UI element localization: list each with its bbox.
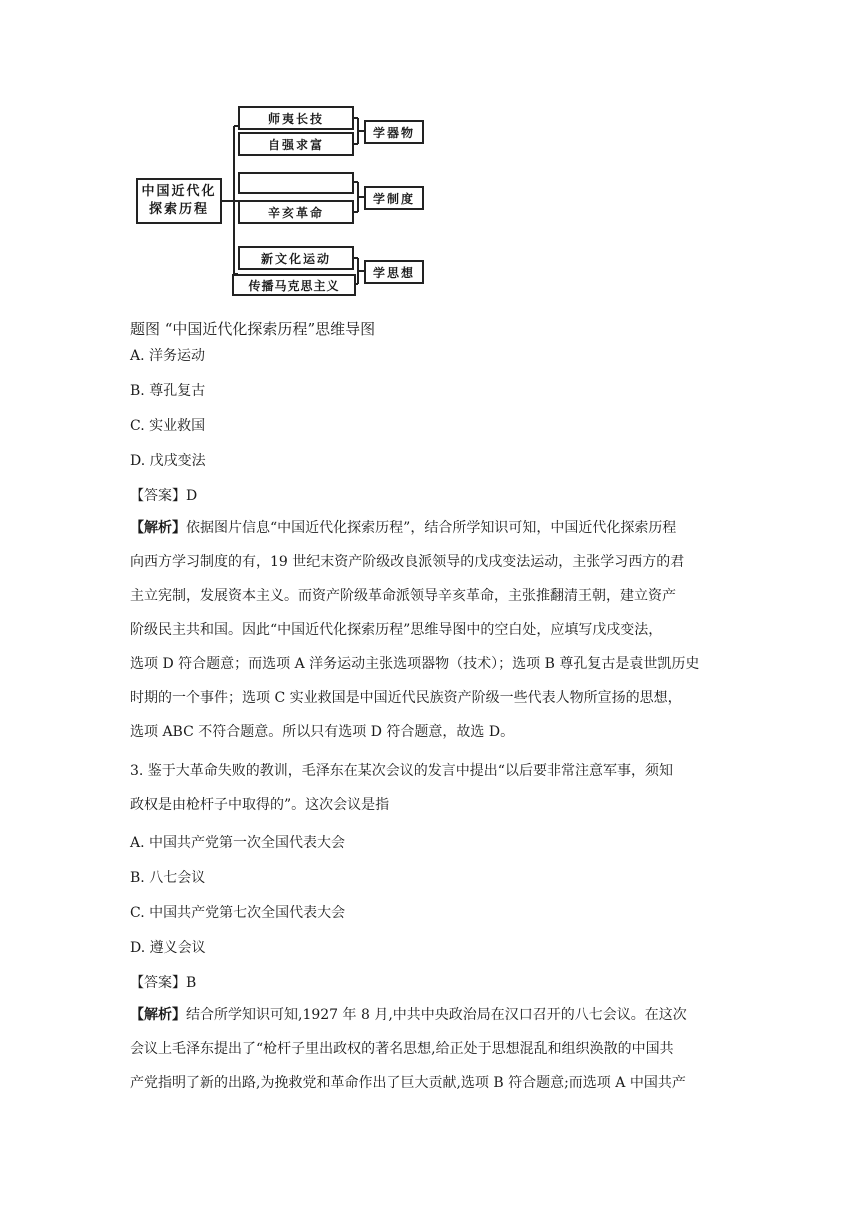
mind-map-group-zhidu: 学制度 <box>364 186 424 210</box>
q2-analysis-line: 向西方学习制度的有，19 世纪末资产阶级改良派领导的戊戌变法运动，主张学习西方的君 <box>130 554 685 570</box>
mind-map-node-makesi: 传播马克思主义 <box>232 274 356 296</box>
mind-map-node-ziqiang: 自强求富 <box>238 132 354 156</box>
q3-stem-line: 3. 鉴于大革命失败的教训，毛泽东在某次会议的发言中提出“以后要非常注意军事，须知 <box>130 763 673 779</box>
mind-map-root-line2: 探索历程 <box>148 202 209 217</box>
mind-map-node-xinwenhua: 新文化运动 <box>238 246 354 270</box>
q3-option-c: C. 中国共产党第七次全国代表大会 <box>130 905 346 921</box>
q3-analysis-line: 结合所学知识可知,1927 年 8 月,中共中央政治局在汉口召开的八七会议。在这次 <box>186 1007 687 1023</box>
q3-option-d: D. 遵义会议 <box>130 940 206 956</box>
mind-map-group-sixiang: 学思想 <box>364 260 424 284</box>
mind-map-node-blank <box>238 172 354 194</box>
mind-map-root <box>136 178 222 224</box>
mind-map-node-xinhai: 辛亥革命 <box>238 200 354 224</box>
q3-answer: 【答案】B <box>130 975 197 991</box>
q2-option-c: C. 实业救国 <box>130 418 206 434</box>
q2-answer: 【答案】D <box>130 488 198 504</box>
q3-analysis <box>130 998 740 1100</box>
figure-caption: 题图 “中国近代化探索历程”思维导图 <box>130 320 376 338</box>
mind-map-diagram <box>130 96 450 306</box>
q3-analysis-label: 【解析】 <box>130 1007 186 1023</box>
q2-analysis-line: 选项 D 符合题意；而选项 A 洋务运动主张选项器物（技术）；选项 B 尊孔复古是袁世凯历史 <box>130 656 700 672</box>
q3-stem-line: 政权是由枪杆子中取得的”。这次会议是指 <box>130 797 390 813</box>
q3-option-a: A. 中国共产党第一次全国代表大会 <box>130 835 346 851</box>
q2-analysis-line: 依据图片信息“中国近代化探索历程”，结合所学知识可知，中国近代化探索历程 <box>186 520 677 536</box>
q2-analysis-line: 阶级民主共和国。因此“中国近代化探索历程”思维导图中的空白处，应填写戊戌变法， <box>130 622 663 638</box>
mind-map-group-qiwu: 学器物 <box>364 120 424 144</box>
q3-analysis-line: 产党指明了新的出路,为挽救党和革命作出了巨大贡献,选项 B 符合题意;而选项 A 中国共产 <box>130 1075 686 1091</box>
q2-analysis <box>130 511 740 749</box>
q2-analysis-line: 主立宪制，发展资本主义。而资产阶级革命派领导辛亥革命，主张推翻清王朝，建立资产 <box>130 588 676 604</box>
q2-analysis-line: 时期的一个事件；选项 C 实业救国是中国近代民族资产阶级一些代表人物所宣扬的思想， <box>130 690 682 706</box>
q2-option-a: A. 洋务运动 <box>130 348 206 364</box>
q2-option-b: B. 尊孔复古 <box>130 383 206 399</box>
q3-analysis-line: 会议上毛泽东提出了“枪杆子里出政权的著名思想,给正处于思想混乱和组织涣散的中国共 <box>130 1041 674 1057</box>
q2-option-d: D. 戊戌变法 <box>130 453 206 469</box>
q2-analysis-label: 【解析】 <box>130 520 186 536</box>
mind-map-root-line1: 中国近代化 <box>141 184 217 199</box>
q2-analysis-line: 选项 ABC 不符合题意。所以只有选项 D 符合题意，故选 D。 <box>130 724 515 740</box>
mind-map-node-shiyi: 师夷长技 <box>238 106 354 130</box>
q3-stem <box>130 754 740 822</box>
q3-option-b: B. 八七会议 <box>130 870 206 886</box>
